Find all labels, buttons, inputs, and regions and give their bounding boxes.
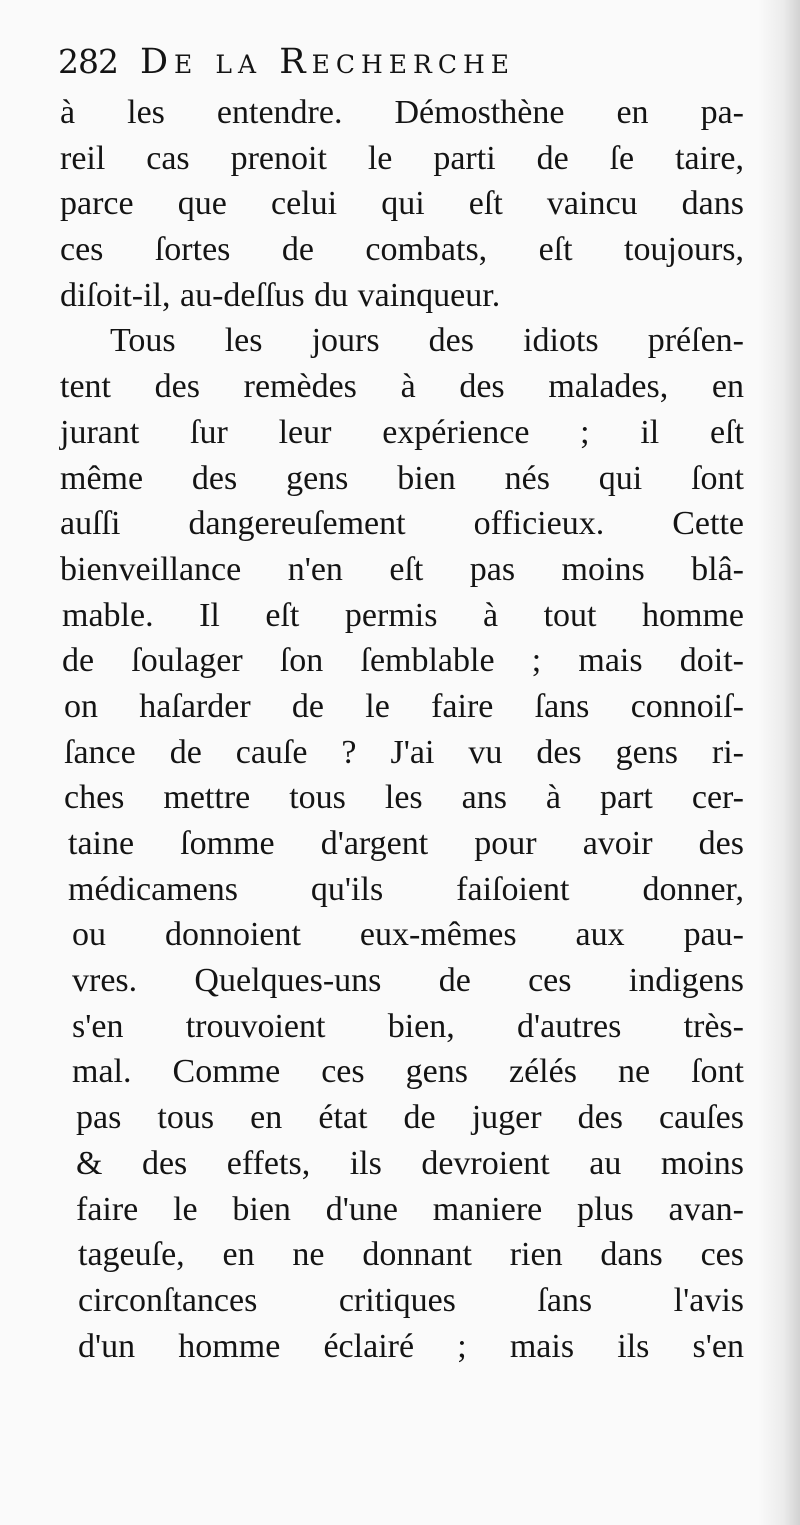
text-line: ches mettre tous les ans à part cer-	[64, 779, 744, 817]
text-line: circonſtances critiques ſans l'avis	[78, 1281, 744, 1319]
text-line: mal. Comme ces gens zélés ne ſont	[72, 1053, 744, 1091]
text-line: auſſi dangereuſement officieux. Cette	[60, 505, 744, 543]
text-line: tageuſe, en ne donnant rien dans ces	[78, 1236, 744, 1274]
text-line: bienveillance n'en eſt pas moins blâ-	[60, 550, 744, 588]
text-line: ces ſortes de combats, eſt toujours,	[60, 231, 744, 269]
text-line: & des effets, ils devroient au moins	[76, 1144, 744, 1182]
text-line: de ſoulager ſon ſemblable ; mais doit-	[62, 642, 744, 680]
text-line: pas tous en état de juger des cauſes	[76, 1099, 744, 1137]
text-line: taine ſomme d'argent pour avoir des	[68, 825, 744, 862]
text-line: tent des remèdes à des malades, en	[60, 368, 744, 406]
page-header	[58, 42, 758, 90]
page-number: 282	[58, 42, 118, 81]
text-line: reil cas prenoit le parti de ſe taire,	[60, 139, 744, 177]
text-line: mable. Il eſt permis à tout homme	[62, 596, 744, 634]
text-line: faire le bien d'une maniere plus avan-	[76, 1190, 744, 1228]
text-line: vres. Quelques-uns de ces indigens	[72, 962, 744, 1000]
text-line: médicamens qu'ils faiſoient donner,	[68, 870, 744, 908]
text-line: s'en trouvoient bien, d'autres très-	[72, 1007, 744, 1045]
body-text	[60, 90, 744, 1369]
text-line: ou donnoient eux-mêmes aux pau-	[72, 916, 744, 954]
text-line: on haſarder de le faire ſans connoiſ-	[64, 687, 744, 725]
running-head: De la Recherche	[140, 42, 516, 82]
paragraph-first-line: Tous les jours des idiots préſen-	[110, 322, 744, 360]
text-line: à les entendre. Démosthène en pa-	[60, 94, 744, 131]
text-line: d'un homme éclairé ; mais ils s'en	[78, 1327, 744, 1365]
text-line: parce que celui qui eſt vaincu dans	[60, 185, 744, 223]
text-line: ſance de cauſe ? J'ai vu des gens ri-	[64, 733, 744, 771]
text-line: jurant ſur leur expérience ; il eſt	[60, 413, 744, 451]
page-edge-shadow	[758, 0, 800, 1525]
text-line: même des gens bien nés qui ſont	[60, 459, 744, 497]
text-line: diſoit-il, au-deſſus du vainqueur.	[60, 276, 501, 314]
